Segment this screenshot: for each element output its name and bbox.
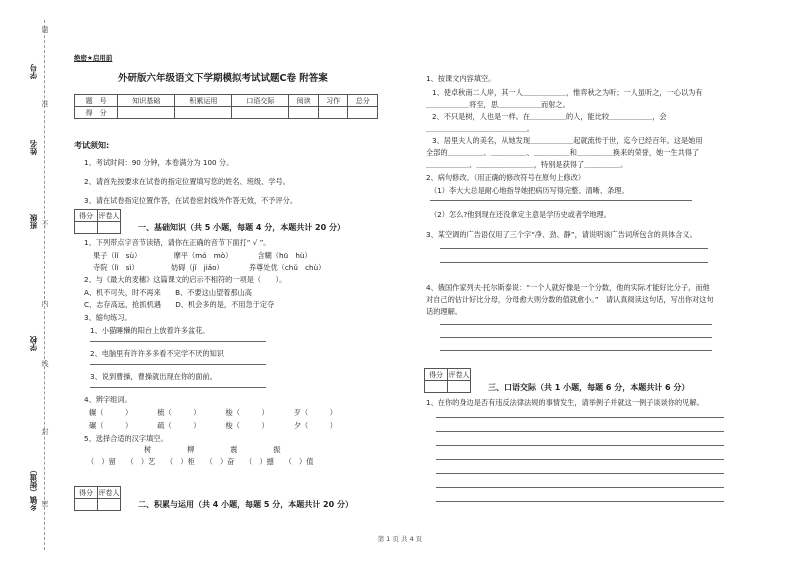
answer-line[interactable] [436,417,724,418]
answer-line[interactable] [436,487,724,488]
answer-line[interactable] [440,324,712,325]
question-line: （2）怎么?他到现在还没拿定主意是学历史或者学地理。 [430,210,611,219]
seal-mark: 封 [41,428,49,435]
grader-score-cell[interactable] [425,381,448,393]
question-line: 2、病句修改。（用正确的修改符号在原句上修改） [426,173,586,182]
notes-title: 考试须知: [74,141,110,150]
question-line: （ ）留 （ ）艺 （ ）柜 （ ）奋 （ ）撼 （ ）值 [87,457,314,466]
answer-line[interactable] [440,337,712,338]
question-line: 3、说到曹操，曹操就出现在你的面前。 [90,372,217,381]
question-line: 果子（lǐ sù） 摩平（mó mò） 含糊（hū hù） [93,251,312,260]
score-header-cell: 知识基础 [118,95,175,107]
grader-score-cell[interactable] [75,499,98,511]
question-line: C、志存高远，抢抓机遇 D、机会多的是，不用急于定夺 [84,300,275,309]
question-line: 1、按课文内容填空。 [426,74,496,83]
grader-reviewer-label: 评卷人 [448,370,470,379]
note-item: 3、请在试卷指定位置作答，在试卷密封线外作答无效，不予评分。 [84,196,298,205]
grader-box [74,209,121,234]
score-header-cell: 口语交际 [232,95,289,107]
grader-score-label: 得分 [425,369,448,381]
grader-score-label: 得分 [75,210,98,222]
label-student-id: 学号 [29,64,38,79]
score-cell[interactable] [348,107,378,119]
question-line: 寺院（lì sì） 妨碍（jǐ jiǎo） 养尊处优（chǔ chù） [93,263,326,272]
answer-line[interactable] [436,501,724,502]
answer-line[interactable] [90,341,266,342]
score-row-label: 得 分 [75,107,118,119]
question-line: 3、缩句练习。 [84,313,132,322]
question-line: 1、在你的身边是否有违反法律法规的事情发生，请举例子并就这一例子谈谈你的见解。 [426,398,704,407]
question-line: ＿＿＿＿＿＿将至，思＿＿＿＿＿＿而射之。 [426,100,570,109]
question-line: 2、电脑里有许许多多看不完学不厌的知识 [90,349,224,358]
score-cell[interactable] [118,107,175,119]
confidential-seal: 绝密★启用前 [74,54,113,62]
grader-box [74,486,121,511]
question-line: 碾（ ） 疏（ ） 梭（ ） 夕（ ） [89,421,337,430]
score-cell[interactable] [318,107,348,119]
binding-strip [0,0,60,565]
question-line: 对自己的估计好比分母，分母愈大则分数的值就愈小。” 请认真阅读这句话，写出你对这句 [426,295,714,304]
question-line: 2、不只是树，人也是一样。在＿＿＿＿＿的人，能比较＿＿＿＿＿＿，会 [432,112,667,121]
question-line: 树 柳 震 振 [144,445,281,454]
score-header-cell: 总分 [348,95,378,107]
grader-reviewer-label: 评卷人 [98,211,120,220]
page-footer: 第 1 页 共 4 页 [377,535,423,543]
answer-line[interactable] [436,459,724,460]
question-line: 3、居里夫人的美名，从她发现＿＿＿＿＿＿起就流传于世，迄今已经百年。这是她用 [432,136,703,145]
label-class: 班级 [29,214,38,229]
seal-mark: 准 [41,100,49,107]
section-2-heading: 二、积累与运用（共 4 小题，每题 5 分，本题共计 20 分） [138,500,353,509]
section-1-heading: 一、基础知识（共 5 小题，每题 4 分，本题共计 20 分） [138,223,345,232]
score-header-cell: 题 号 [75,95,118,107]
answer-line[interactable] [440,248,708,249]
question-line: 5、选择合适的汉字填空。 [84,434,168,443]
question-line: 全部的＿＿＿＿＿、＿＿＿＿＿、＿＿＿＿＿和＿＿＿＿＿换来的荣誉，她一生共得了 [426,148,700,157]
page-title: 外研版六年级语文下学期模拟考试试题C卷 附答案 [118,73,328,84]
question-line: ＿＿＿＿＿＿＿＿＿＿＿＿＿＿。 [426,124,534,133]
answer-line[interactable] [436,445,724,446]
grader-reviewer-cell[interactable] [448,381,471,393]
answer-line[interactable] [436,431,724,432]
score-header-cell: 积累运用 [175,95,232,107]
question-line: （1）李大大总是耐心地指导她把病历写得完整、清晰、条理。 [430,186,629,195]
grader-score-label: 得分 [75,487,98,499]
score-table [74,94,378,119]
score-table-header-row [75,95,378,107]
score-header-cell: 习作 [318,95,348,107]
seal-mark: 题 [41,26,49,33]
question-line: 辗（ ） 梳（ ） 梭（ ） 歹（ ） [89,408,337,417]
question-line: 4、俄国作家列夫·托尔斯泰说：“一个人就好像是一个分数，他的实际才能好比分子，而他 [426,283,710,292]
label-name: 姓名 [29,140,38,155]
answer-line[interactable] [90,387,266,388]
note-item: 1、考试时间：90 分钟，本卷满分为 100 分。 [84,158,234,167]
answer-line[interactable] [440,350,712,351]
seal-mark: 不 [41,220,49,227]
section-3-heading: 三、口语交际（共 1 小题，每题 6 分，本题共计 6 分） [488,383,690,392]
grader-box [424,368,471,393]
note-item: 2、请首先按要求在试卷的指定位置填写您的姓名、班级、学号。 [84,177,290,186]
question-line: 话的理解。 [426,307,462,316]
score-cell[interactable] [289,107,319,119]
question-line: 1、下列带点字音节读错，请你在正确的音节下面打“ √ ”。 [84,238,271,247]
score-cell[interactable] [232,107,289,119]
question-line: 1、使卓秋南二人岸，其一人＿＿＿＿＿＿，惟弈秋之为听；一人虽听之，一心以为有 [432,88,703,97]
score-cell[interactable] [175,107,232,119]
score-table-score-row [75,107,378,119]
seal-mark: 密 [41,500,49,507]
grader-reviewer-cell[interactable] [98,499,121,511]
answer-line[interactable] [90,364,266,365]
grader-reviewer-label: 评卷人 [98,488,120,497]
question-line: 2、与《最大的麦穗》这篇课文的启示不相符的一项是（ ）。 [84,275,287,284]
grader-score-cell[interactable] [75,222,98,234]
question-line: ＿＿＿＿＿＿、＿＿＿＿＿＿＿＿，特别是获得了＿＿＿＿＿。 [426,160,628,169]
label-township: 乡镇（街道） [29,466,38,511]
score-header-cell: 阅读 [289,95,319,107]
question-line: 1、小猫睡懒的阳台上放着许多盆花。 [90,326,210,335]
answer-line[interactable] [440,262,708,263]
seal-mark: 内 [41,300,49,307]
question-line: 3、某空调的广告语仅用了三个字“净、劲、静”，请说明该广告词所包含的具体含义。 [426,230,697,239]
question-line: A、机不可失，时不再来 B、不要这山望着那山高 [84,288,252,297]
answer-line[interactable] [436,473,724,474]
seal-mark: 线 [41,360,49,367]
answer-line[interactable] [430,200,692,201]
grader-reviewer-cell[interactable] [98,222,121,234]
label-school: 学校 [29,336,38,351]
question-line: 4、辨字组词。 [84,395,132,404]
